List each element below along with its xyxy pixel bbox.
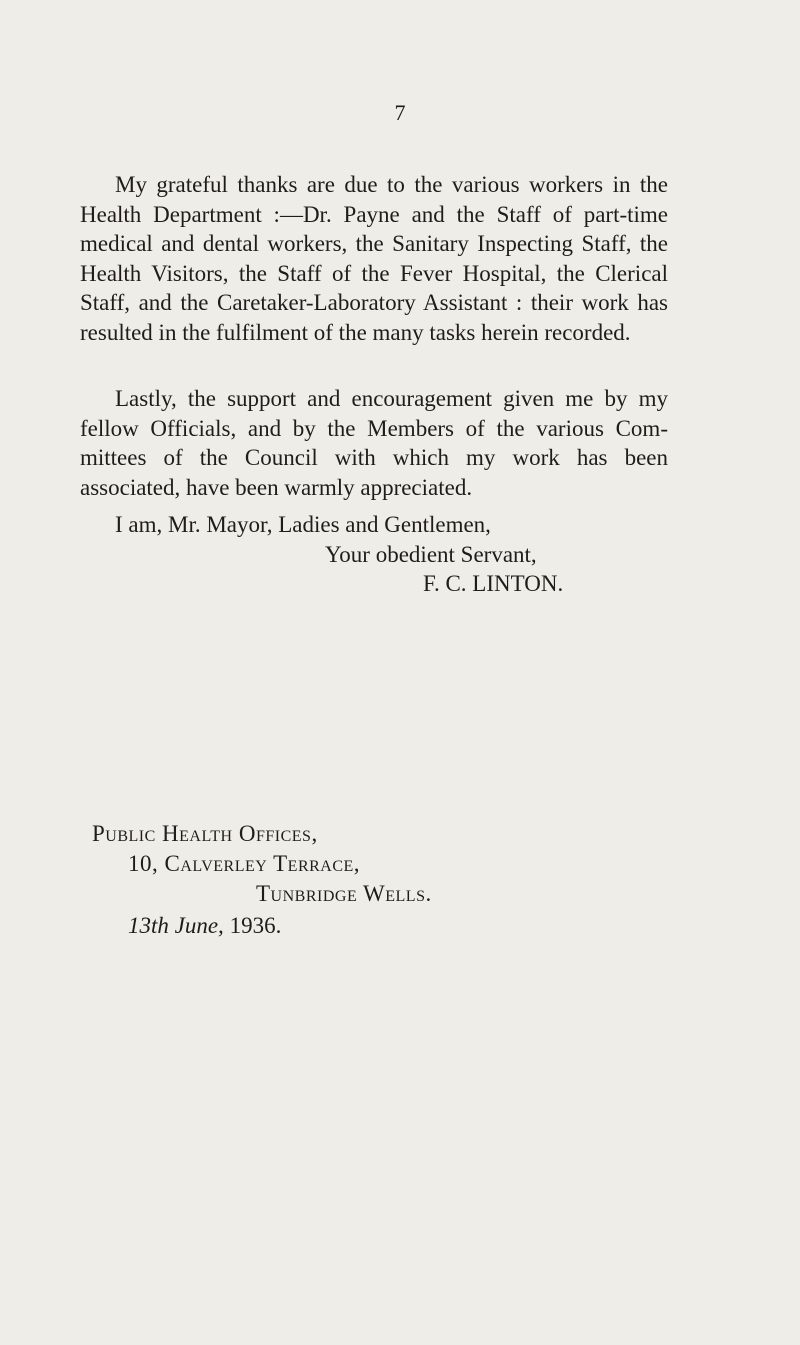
letter-date <box>128 911 281 941</box>
appreciation-paragraph: Lastly, the support and encouragement given me by my fellow Officials, and by the Members of the various Committees of the Council with which my work has been associated, have been warmly appreciated. <box>80 386 668 500</box>
closing-salutation: I am, Mr. Mayor, Ladies and Gentlemen, <box>115 512 491 537</box>
signature-name: F. C. LINTON. <box>423 571 564 596</box>
page-number: 7 <box>394 100 406 125</box>
date-year: 1936. <box>229 913 282 938</box>
address-line-3: Tunbridge Wells. <box>256 881 432 906</box>
thanks-paragraph: My grateful thanks are due to the various workers in the Health Department :—Dr. Payne and the Staff of part-time medical and dental workers, the Sanitary Inspecting Staff, the Health Visitors, the Staff of the Fever Hospital, the Clerical Staff, and the Caretaker-Laboratory Assistant : their work has resulted in the fulfilment of the many tasks herein recorded. <box>80 172 668 345</box>
closing-sign-off: Your obedient Servant, <box>325 542 537 567</box>
address-line-2: 10, Calverley Terrace, <box>128 851 361 876</box>
date-day-month: 13th June, <box>128 913 224 938</box>
address-line-1: Public Health Offices, <box>92 821 318 846</box>
